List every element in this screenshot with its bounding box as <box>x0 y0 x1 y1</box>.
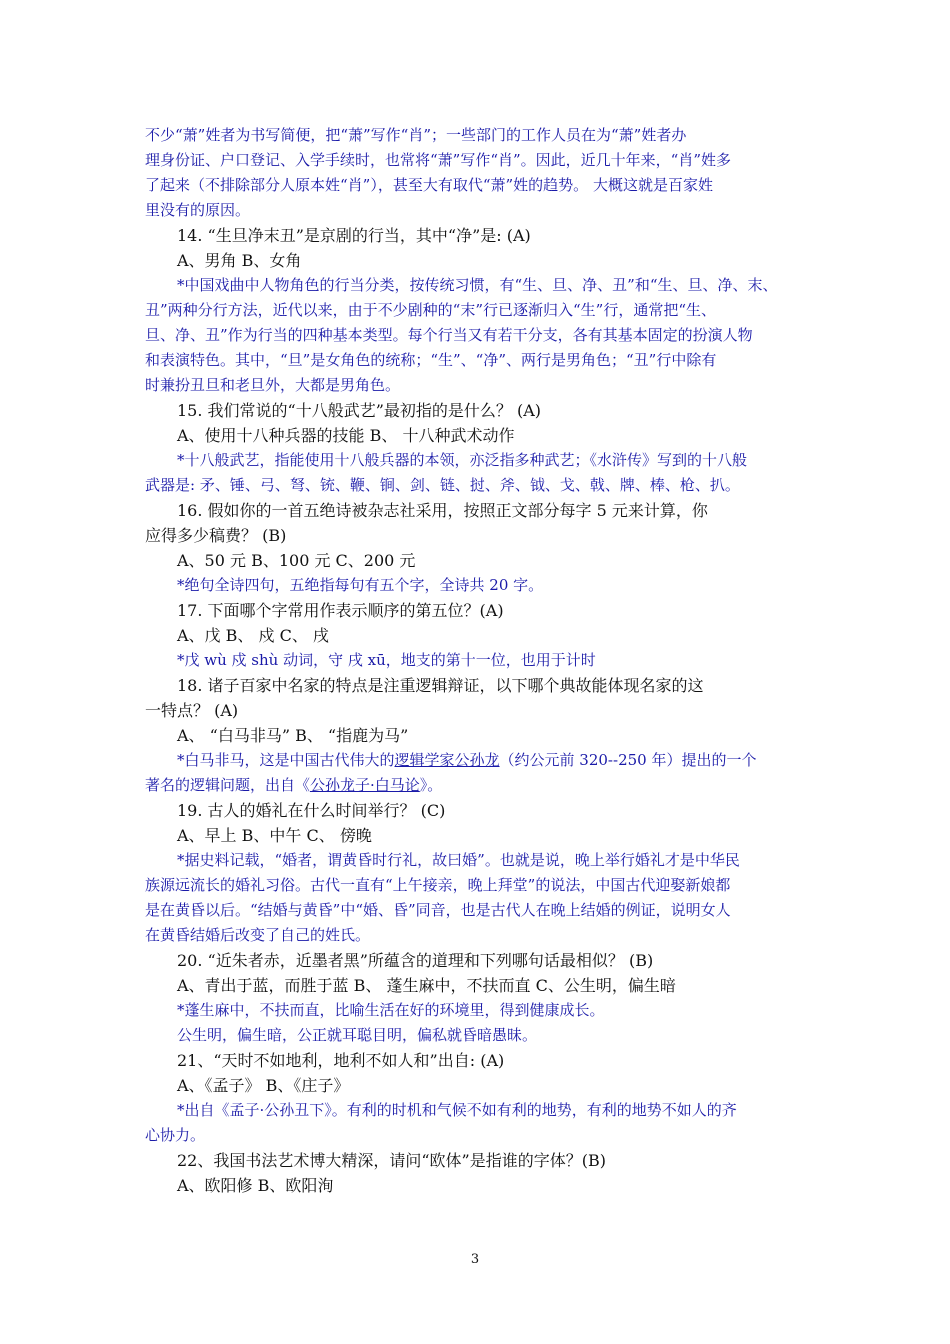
explanation-line: *绝句全诗四句，五绝指每句有五个字，全诗共 20 字。 <box>177 576 544 594</box>
page-number: 3 <box>470 1252 480 1267</box>
explanation-line: 里没有的原因。 <box>145 201 251 219</box>
explanation-line: 在黄昏结婚后改变了自己的姓氏。 <box>145 926 371 944</box>
document-page <box>145 123 813 1198</box>
hyperlink[interactable]: 逻辑学家公孙龙 <box>394 751 500 769</box>
explanation-line: *蓬生麻中，不扶而直，比喻生活在好的环境里，得到健康成长。 <box>177 1001 605 1019</box>
explanation-line: 时兼扮丑旦和老旦外，大都是男角色。 <box>145 376 401 394</box>
hyperlink[interactable]: 公孙龙子·白马论 <box>310 776 420 794</box>
explanation-text: （约公元前 320--250 年）提出的一个 <box>499 751 757 769</box>
explanation-line: *戊 wù 戍 shù 动词，守 戌 xū，地支的第十一位，也用于计时 <box>177 651 596 669</box>
options-line: A、青出于蓝，而胜于蓝 B、 蓬生麻中，不扶而直 C、公生明，偏生暗 <box>177 976 676 995</box>
explanation-line: 了起来（不排除部分人原本姓“肖”），甚至大有取代“萧”姓的趋势。 大概这就是百家姓 <box>145 176 713 194</box>
explanation-line: *中国戏曲中人物角色的行当分类，按传统习惯，有“生、旦、净、丑”和“生、旦、净、末、 <box>177 276 778 294</box>
explanation-line: 公生明，偏生暗，公正就耳聪目明，偏私就昏暗愚昧。 <box>177 1026 538 1044</box>
options-line: A、使用十八种兵器的技能 B、 十八种武术动作 <box>177 426 515 445</box>
question-line: 21、“天时不如地利，地利不如人和”出自: (A) <box>177 1051 505 1070</box>
options-line: A、早上 B、中午 C、 傍晚 <box>177 826 372 845</box>
options-line: A、50 元 B、100 元 C、200 元 <box>177 551 416 570</box>
question-line: 19. 古人的婚礼在什么时间举行？ (C) <box>177 801 446 820</box>
explanation-text: *白马非马，这是中国古代伟大的 <box>177 751 395 769</box>
explanation-line: 武器是: 矛、锤、弓、弩、铳、鞭、锏、剑、链、挝、斧、钺、戈、戟、牌、棒、枪、扒。 <box>145 476 740 494</box>
options-line: A、戊 B、 戍 C、 戌 <box>177 626 329 645</box>
question-line: 14. “生旦净末丑”是京剧的行当，其中“净”是: (A) <box>177 226 531 245</box>
options-line: A、欧阳修 B、欧阳洵 <box>177 1176 334 1195</box>
options-line: A、《孟子》 B、《庄子》 <box>177 1076 350 1095</box>
explanation-line: 不少“萧”姓者为书写简便，把“萧”写作“肖”；一些部门的工作人员在为“萧”姓者办 <box>145 126 687 144</box>
explanation-text: 》。 <box>419 776 443 794</box>
explanation-line: 旦、净、丑”作为行当的四种基本类型。每个行当又有若干分支，各有其基本固定的扮演人物 <box>145 326 753 344</box>
question-line: 22、我国书法艺术博大精深，请问“欧体”是指谁的字体？(B) <box>177 1151 606 1170</box>
question-line: 20. “近朱者赤，近墨者黑”所蕴含的道理和下列哪句话最相似？ (B) <box>177 951 654 970</box>
explanation-text: 著名的逻辑问题，出自《 <box>145 776 311 794</box>
explanation-line: *出自《孟子·公孙丑下》。有利的时机和气候不如有利的地势，有利的地势不如人的齐 <box>177 1101 737 1119</box>
question-line: 应得多少稿费？ (B) <box>145 526 287 545</box>
explanation-line: 心协力。 <box>145 1126 206 1144</box>
explanation-line: *据史料记载，“婚者，谓黄昏时行礼，故曰婚”。也就是说，晚上举行婚礼才是中华民 <box>177 851 740 869</box>
explanation-line: 理身份证、户口登记、入学手续时，也常将“萧”写作“肖”。因此，近几十年来，“肖”姓多 <box>145 151 732 169</box>
explanation-line: 和表演特色。其中，“旦”是女角色的统称；“生”、“净”、两行是男角色；“丑”行中除有 <box>145 351 717 369</box>
explanation-line <box>145 773 813 798</box>
question-line: 17. 下面哪个字常用作表示顺序的第五位？(A) <box>177 601 504 620</box>
question-line: 一特点？ (A) <box>145 701 239 720</box>
explanation-line <box>145 748 813 773</box>
options-line: A、 “白马非马” B、 “指鹿为马” <box>177 726 409 745</box>
options-line: A、男角 B、女角 <box>177 251 302 270</box>
question-line: 18. 诸子百家中名家的特点是注重逻辑辩证，以下哪个典故能体现名家的这 <box>177 676 704 695</box>
explanation-line: 族源远流长的婚礼习俗。古代一直有“上午接亲，晚上拜堂”的说法，中国古代迎娶新娘都 <box>145 876 731 894</box>
explanation-line: 是在黄昏以后。“结婚与黄昏”中“婚、昏”同音，也是古代人在晚上结婚的例证，说明女人 <box>145 901 731 919</box>
question-line: 16. 假如你的一首五绝诗被杂志社采用，按照正文部分每字 5 元来计算，你 <box>177 501 708 520</box>
explanation-line: 丑”两种分行方法，近代以来，由于不少剧种的“末”行已逐渐归入“生”行，通常把“生、 <box>145 301 717 319</box>
explanation-line: *十八般武艺，指能使用十八般兵器的本领，亦泛指多种武艺；《水浒传》写到的十八般 <box>177 451 748 469</box>
question-line: 15. 我们常说的“十八般武艺”最初指的是什么？ (A) <box>177 401 542 420</box>
